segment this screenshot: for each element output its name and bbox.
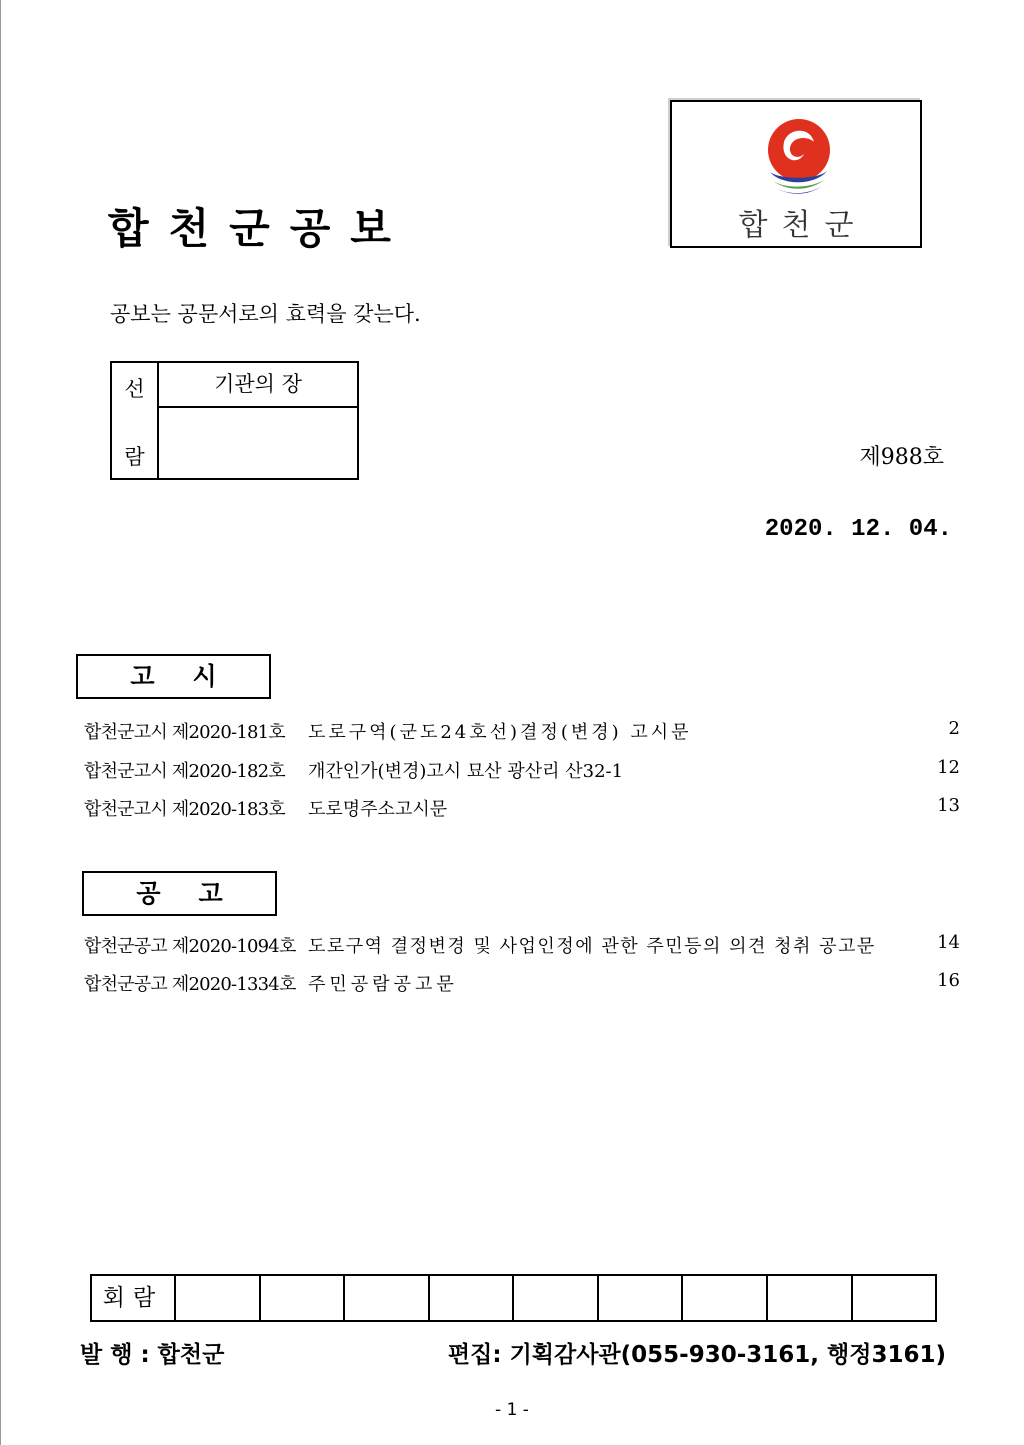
toc-row[interactable] xyxy=(84,795,960,819)
circulation-signature-cell[interactable] xyxy=(430,1276,515,1320)
bulletin-subtitle: 공보는 공문서로의 효력을 갖는다. xyxy=(110,302,421,326)
publisher: 발 행 : 합천군 xyxy=(80,1342,225,1368)
toc-title: 도로구역 결정변경 및 사업인정에 관한 주민등의 의견 청취 공고문 xyxy=(308,936,876,957)
bulletin-title: 합천군공보 xyxy=(108,204,411,253)
toc-row[interactable] xyxy=(84,757,960,781)
toc-row[interactable] xyxy=(84,932,960,956)
issue-number: 제988호 xyxy=(859,445,944,470)
approval-side-label xyxy=(112,363,159,478)
toc-page: 13 xyxy=(937,795,960,816)
circulation-signature-cell[interactable] xyxy=(345,1276,430,1320)
approval-side-top: 선 xyxy=(124,377,145,401)
toc-ref: 합천군공고 제2020-1094호 xyxy=(84,936,296,957)
toc-title: 주민공람공고문 xyxy=(308,974,458,995)
circulation-signature-cell[interactable] xyxy=(514,1276,599,1320)
toc-page: 2 xyxy=(948,718,960,739)
county-emblem-icon xyxy=(762,114,836,202)
circulation-label: 회람 xyxy=(92,1276,176,1320)
circulation-signature-cell[interactable] xyxy=(176,1276,261,1320)
circulation-signature-cell[interactable] xyxy=(768,1276,853,1320)
circulation-signature-cell[interactable] xyxy=(683,1276,768,1320)
county-logo-box xyxy=(670,100,922,248)
toc-page: 14 xyxy=(937,932,960,953)
page-number: - 1 - xyxy=(495,1400,529,1420)
editor-contact: 편집: 기획감사관(055-930-3161, 행정3161) xyxy=(447,1342,946,1368)
toc-row[interactable] xyxy=(84,970,960,994)
logo-text: 합천군 xyxy=(738,208,868,243)
toc-title: 도로명주소고시문 xyxy=(308,799,448,820)
toc-ref: 합천군고시 제2020-183호 xyxy=(84,799,285,820)
toc-row[interactable] xyxy=(84,718,960,742)
circulation-row xyxy=(90,1274,937,1322)
section-heading-notice: 고시 xyxy=(76,654,271,699)
toc-page: 16 xyxy=(937,970,960,991)
approval-header: 기관의 장 xyxy=(159,363,357,408)
toc-title: 도로구역(군도24호선)결정(변경) 고시문 xyxy=(308,722,692,743)
toc-title: 개간인가(변경)고시 묘산 광산리 산32-1 xyxy=(308,761,624,782)
issue-date: 2020. 12. 04. xyxy=(764,516,952,543)
toc-ref: 합천군공고 제2020-1334호 xyxy=(84,974,296,995)
section-heading-announcement: 공고 xyxy=(82,871,277,916)
toc-ref: 합천군고시 제2020-182호 xyxy=(84,761,285,782)
approval-side-bottom: 람 xyxy=(124,445,145,469)
circulation-signature-cell[interactable] xyxy=(853,1276,936,1320)
circulation-signature-cell[interactable] xyxy=(261,1276,346,1320)
circulation-signature-cell[interactable] xyxy=(599,1276,684,1320)
toc-page: 12 xyxy=(937,757,960,778)
toc-ref: 합천군고시 제2020-181호 xyxy=(84,722,285,743)
approval-box xyxy=(110,361,359,480)
